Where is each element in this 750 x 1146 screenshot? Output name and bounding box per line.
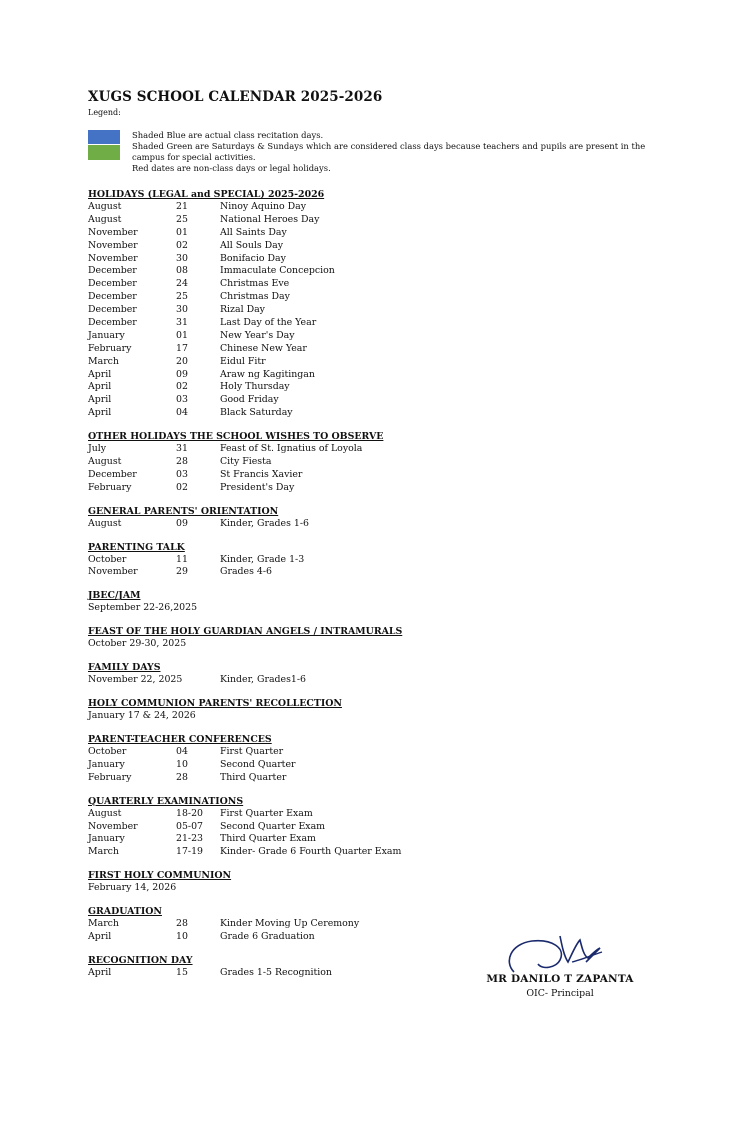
- list-item: [88, 518, 688, 531]
- list-item: [88, 759, 688, 772]
- legend-label: Legend:: [88, 108, 121, 117]
- row-event: Chinese New Year: [220, 342, 307, 354]
- list-item: [88, 291, 688, 304]
- row-month: August: [88, 456, 122, 468]
- row-event: New Year's Day: [220, 329, 295, 341]
- row-event: Ninoy Aquino Day: [220, 201, 307, 212]
- row-event: Last Day of the Year: [220, 317, 317, 329]
- row-event: Holy Thursday: [220, 381, 290, 393]
- legend-line: Shaded Blue are actual class recitation days.: [132, 130, 324, 140]
- document-title: XUGS SCHOOL CALENDAR 2025-2026: [88, 89, 383, 105]
- row-day: 02: [176, 381, 188, 393]
- family-date: November 22, 2025: [88, 674, 183, 686]
- row-month: December: [88, 468, 137, 480]
- row-event: All Souls Day: [220, 239, 284, 251]
- list-item: [88, 456, 688, 469]
- legend-green-swatch: [88, 145, 120, 160]
- row-month: April: [88, 931, 112, 943]
- section-parenting-talk: [88, 541, 688, 580]
- section-first-communion: [88, 869, 688, 895]
- section-ptc: [88, 733, 688, 785]
- row-month: April: [88, 394, 112, 406]
- row-month: December: [88, 265, 137, 277]
- list-item: [88, 566, 688, 579]
- row-day: 31: [176, 317, 188, 329]
- section-jbec: [88, 589, 688, 615]
- row-event: Kinder, Grade 1-3: [220, 553, 305, 565]
- list-item: [88, 214, 688, 227]
- row-event: Feast of St. Ignatius of Loyola: [220, 443, 363, 455]
- row-month: November: [88, 252, 138, 264]
- row-month: February: [88, 481, 132, 493]
- section-other-holidays: [88, 430, 688, 495]
- list-item: [88, 330, 688, 343]
- row-day: 17-19: [176, 846, 204, 858]
- jbec-date: September 22-26,2025: [88, 602, 198, 614]
- row-event: Third Quarter Exam: [220, 833, 316, 845]
- row-month: December: [88, 304, 137, 316]
- row-month: February: [88, 342, 132, 354]
- list-item: [88, 443, 688, 456]
- row-event: Christmas Eve: [220, 278, 290, 290]
- section-family-days: [88, 661, 688, 687]
- legend: [88, 128, 688, 176]
- row-month: December: [88, 291, 137, 303]
- row-day: 09: [176, 368, 188, 380]
- list-item: [88, 227, 688, 240]
- row-month: March: [88, 846, 119, 858]
- row-month: February: [88, 771, 132, 783]
- row-event: First Quarter: [220, 745, 284, 757]
- row-day: 18-20: [176, 807, 204, 819]
- row-month: April: [88, 368, 112, 380]
- row-event: Grades 4-6: [220, 566, 272, 578]
- row-event: Second Quarter Exam: [220, 820, 326, 832]
- row-event: Good Friday: [220, 394, 279, 406]
- list-item: [88, 265, 688, 278]
- row-event: City Fiesta: [220, 456, 272, 468]
- row-event: Immaculate Concepcion: [220, 265, 335, 277]
- row-month: March: [88, 355, 119, 367]
- section-title: HOLIDAYS (LEGAL and SPECIAL) 2025-2026: [88, 189, 325, 200]
- section-title: OTHER HOLIDAYS THE SCHOOL WISHES TO OBSERVE: [88, 431, 384, 443]
- section-parents-orientation: [88, 505, 688, 531]
- section-recollection: [88, 697, 688, 723]
- row-event: Kinder Moving Up Ceremony: [220, 918, 360, 930]
- row-event: President's Day: [220, 481, 295, 493]
- row-event: Grades 1-5 Recognition: [220, 966, 332, 978]
- orientation-list: [88, 518, 688, 531]
- section-feast: [88, 625, 688, 651]
- section-title: GENERAL PARENTS' ORIENTATION: [88, 505, 279, 517]
- row-month: December: [88, 317, 137, 329]
- section-title: HOLY COMMUNION PARENTS' RECOLLECTION: [88, 698, 342, 710]
- section-title: PARENTING TALK: [88, 541, 185, 553]
- section-title: JBEC/JAM: [88, 590, 141, 602]
- holidays-list: [88, 201, 688, 420]
- row-day: 24: [176, 278, 188, 290]
- row-month: March: [88, 918, 119, 930]
- row-month: August: [88, 517, 122, 529]
- family-desc: Kinder, Grades1-6: [220, 674, 307, 686]
- row-day: 29: [176, 566, 188, 578]
- list-item: [88, 482, 688, 495]
- signatory-role: OIC- Principal: [526, 988, 594, 999]
- recollection-date: January 17 & 24, 2026: [88, 710, 196, 722]
- calendar-document: [88, 88, 688, 980]
- list-item: [88, 746, 688, 759]
- row-day: 04: [176, 407, 188, 419]
- list-item: [88, 369, 688, 382]
- list-item: [88, 240, 688, 253]
- row-month: November: [88, 226, 138, 238]
- section-title: FEAST OF THE HOLY GUARDIAN ANGELS / INTRAMURALS: [88, 626, 403, 638]
- row-day: 28: [176, 918, 188, 930]
- row-day: 03: [176, 394, 188, 406]
- list-item: [88, 918, 688, 931]
- exams-list: [88, 808, 688, 860]
- row-day: 04: [176, 745, 188, 757]
- list-item: [88, 394, 688, 407]
- row-event: Bonifacio Day: [220, 252, 286, 264]
- list-item: [88, 772, 688, 785]
- section-title: FIRST HOLY COMMUNION: [88, 870, 232, 882]
- row-event: Rizal Day: [220, 304, 265, 316]
- list-item: [88, 356, 688, 369]
- row-day: 30: [176, 252, 188, 264]
- list-item: [88, 253, 688, 266]
- row-month: April: [88, 407, 112, 419]
- row-day: 25: [176, 291, 188, 303]
- row-day: 15: [176, 966, 188, 978]
- row-day: 09: [176, 517, 188, 529]
- row-event: Christmas Day: [220, 291, 290, 303]
- legend-blue-swatch: [88, 130, 120, 144]
- row-day: 30: [176, 304, 188, 316]
- list-item: [88, 381, 688, 394]
- row-day: 02: [176, 481, 188, 493]
- row-day: 31: [176, 443, 188, 455]
- section-title: GRADUATION: [88, 906, 162, 918]
- row-day: 05-07: [176, 820, 204, 832]
- section-holidays: [88, 188, 688, 420]
- feast-date: October 29-30, 2025: [88, 638, 187, 650]
- row-month: August: [88, 213, 122, 225]
- legend-text: [132, 130, 652, 174]
- list-item: [88, 317, 688, 330]
- row-event: Araw ng Kagitingan: [220, 368, 315, 380]
- row-day: 10: [176, 931, 188, 943]
- row-month: January: [88, 833, 125, 845]
- list-item: [88, 469, 688, 482]
- list-item: [88, 343, 688, 356]
- row-month: November: [88, 820, 138, 832]
- row-day: 08: [176, 265, 188, 277]
- row-month: April: [88, 381, 112, 393]
- row-month: October: [88, 745, 127, 757]
- list-item: [88, 407, 688, 420]
- row-event: Black Saturday: [220, 407, 293, 419]
- parenting-list: [88, 554, 688, 580]
- row-day: 01: [176, 329, 188, 341]
- list-item: [88, 808, 688, 821]
- row-day: 21: [176, 201, 188, 212]
- row-month: April: [88, 966, 112, 978]
- ptc-list: [88, 746, 688, 785]
- row-month: July: [88, 443, 107, 455]
- section-title: PARENT-TEACHER CONFERENCES: [88, 733, 272, 745]
- list-item: [88, 304, 688, 317]
- row-day: 28: [176, 456, 188, 468]
- row-day: 25: [176, 213, 188, 225]
- row-month: November: [88, 566, 138, 578]
- row-event: Kinder, Grades 1-6: [220, 517, 309, 529]
- row-event: Kinder- Grade 6 Fourth Quarter Exam: [220, 846, 402, 858]
- row-month: August: [88, 807, 122, 819]
- legend-line: Red dates are non-class days or legal holidays.: [132, 163, 331, 173]
- section-title: FAMILY DAYS: [88, 662, 161, 674]
- row-day: 21-23: [176, 833, 204, 845]
- signatory-name: MR DANILO T ZAPANTA: [486, 973, 634, 985]
- row-event: St Francis Xavier: [220, 468, 303, 480]
- row-day: 02: [176, 239, 188, 251]
- signature-icon: [502, 932, 612, 978]
- row-day: 10: [176, 758, 188, 770]
- section-title: QUARTERLY EXAMINATIONS: [88, 795, 244, 807]
- row-event: National Heroes Day: [220, 213, 320, 225]
- list-item: [88, 674, 688, 687]
- row-month: November: [88, 239, 138, 251]
- row-month: December: [88, 278, 137, 290]
- legend-line: campus for special activities.: [132, 152, 256, 162]
- fhc-date: February 14, 2026: [88, 882, 177, 894]
- row-month: August: [88, 201, 122, 212]
- list-item: [88, 846, 688, 859]
- section-exams: [88, 795, 688, 860]
- row-event: Second Quarter: [220, 758, 296, 770]
- section-title: RECOGNITION DAY: [88, 954, 193, 966]
- row-day: 20: [176, 355, 188, 367]
- list-item: [88, 833, 688, 846]
- row-day: 28: [176, 771, 188, 783]
- list-item: [88, 554, 688, 567]
- row-event: Eidul Fitr: [220, 355, 266, 367]
- row-day: 01: [176, 226, 188, 238]
- legend-line: Shaded Green are Saturdays & Sundays which are considered class days because teachers and pupils are present in the: [132, 141, 646, 151]
- row-event: All Saints Day: [220, 226, 287, 238]
- list-item: [88, 278, 688, 291]
- list-item: [88, 821, 688, 834]
- list-item: [88, 201, 688, 214]
- row-month: January: [88, 329, 125, 341]
- row-day: 03: [176, 468, 188, 480]
- row-event: Grade 6 Graduation: [220, 931, 315, 943]
- row-month: January: [88, 758, 125, 770]
- row-event: Third Quarter: [220, 771, 287, 783]
- row-day: 17: [176, 342, 188, 354]
- row-month: October: [88, 553, 127, 565]
- row-event: First Quarter Exam: [220, 807, 313, 819]
- row-day: 11: [176, 553, 188, 565]
- other-holidays-list: [88, 443, 688, 495]
